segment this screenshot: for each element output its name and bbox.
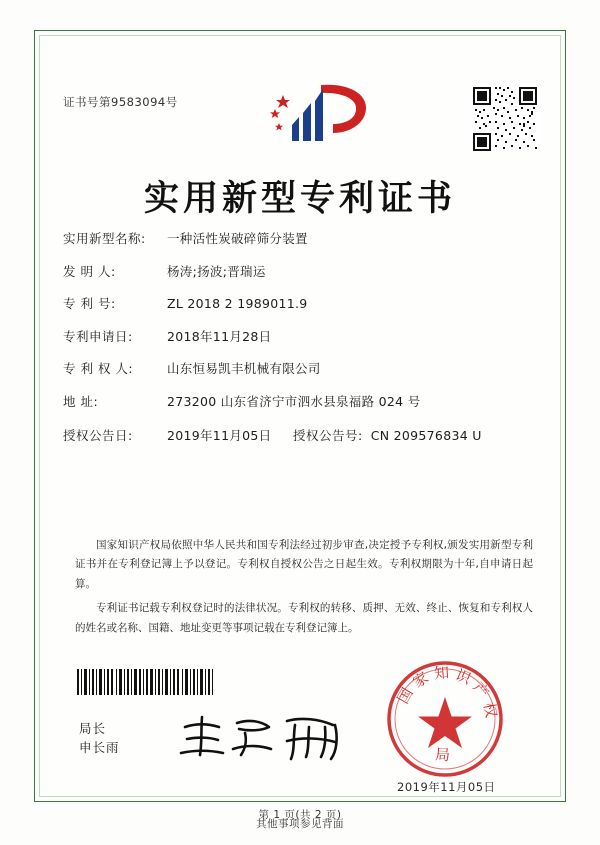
- barcode-icon: [77, 669, 213, 695]
- field-label: 授权公告号:: [293, 428, 363, 443]
- field-value: CN 209576834 U: [370, 428, 482, 443]
- field-label: 地 址:: [63, 393, 99, 409]
- field-row-address: [63, 394, 541, 409]
- qr-code-icon: [471, 85, 539, 153]
- signature-title: 局长: [79, 721, 107, 736]
- seal-date: 2019年11月05日: [397, 780, 496, 794]
- field-row-inventors: [63, 264, 541, 279]
- field-row-utility-model-name: [63, 231, 541, 246]
- field-label: 专 利 权 人:: [63, 361, 134, 376]
- field-value: 2019年11月05日: [167, 428, 272, 443]
- page-number: 第 1 页(共 2 页): [258, 809, 342, 821]
- document-title: 实用新型专利证书: [143, 178, 456, 219]
- paragraph-2: 专利证书记载专利权登记时的法律状况。专利权的转移、质押、无效、终止、恢复和专利权人的姓名或名称、国籍、地址变更等事项记载在专利登记簿上。: [75, 602, 533, 634]
- field-label: 授权公告日:: [63, 428, 133, 443]
- field-value: 杨涛;扬波;晋瑞运: [167, 263, 266, 279]
- grant-publication-number-group: [293, 426, 541, 444]
- field-value: 273200 山东省济宁市泗水县泉福路 024 号: [167, 393, 421, 409]
- field-label: 专利申请日:: [63, 328, 133, 344]
- official-seal: [385, 659, 505, 779]
- field-label: 发 明 人:: [63, 263, 116, 279]
- field-value: ZL 2018 2 1989011.9: [167, 296, 308, 311]
- field-row-application-date: [63, 329, 541, 344]
- svg-text:局: 局: [434, 745, 451, 765]
- field-value: 一种活性炭破碎筛分装置: [167, 231, 308, 246]
- cnipa-logo-icon: [263, 79, 371, 149]
- svg-text:国 家 知 识 产 权: 国 家 知 识 产 权: [393, 663, 501, 720]
- signature-block: [79, 719, 120, 758]
- field-value: 2018年11月28日: [167, 328, 272, 344]
- signature-name: 申长雨: [79, 740, 120, 756]
- handwritten-signature-icon: [175, 709, 355, 765]
- field-list: [63, 231, 541, 462]
- legal-text: [75, 536, 533, 643]
- grant-date-group: [63, 426, 293, 444]
- certificate-border: [34, 30, 566, 821]
- footer-note: 其他事项参见背面: [256, 818, 344, 830]
- certificate-number: 证书号第9583094号: [63, 95, 178, 109]
- field-row-grant: [63, 426, 541, 444]
- field-label: 专 利 号:: [63, 296, 116, 311]
- paragraph-1: 国家知识产权局依照中华人民共和国专利法经过初步审查,决定授予专利权,颁发实用新型专利证书并在专利登记簿上予以登记。专利权自授权公告之日起生效。专利权期限为十年,自申请日起算。: [75, 539, 533, 590]
- field-row-patent-number: [63, 296, 541, 311]
- field-row-patentee: [63, 361, 541, 376]
- field-label: 实用新型名称:: [63, 231, 146, 246]
- field-value: 山东恒易凯丰机械有限公司: [167, 361, 321, 376]
